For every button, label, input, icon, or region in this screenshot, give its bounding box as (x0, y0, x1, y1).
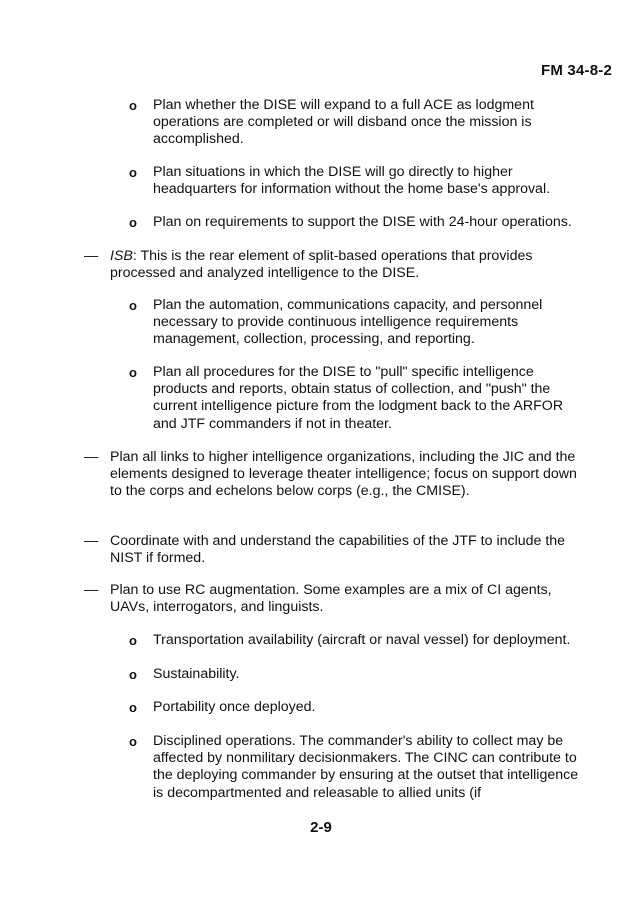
list-item-text: Plan all links to higher intelligence organizations, including the JIC and the elements designed to leverage theater intelligence; focus on support down to the corps and echelons below corps (e.g., the CMISE). (110, 449, 577, 500)
list-item (84, 248, 590, 282)
bullet-circle-icon: o (129, 667, 137, 682)
list-item (129, 364, 590, 433)
list-item-text: Transportation availability (aircraft or naval vessel) for deployment. (153, 632, 571, 648)
list-item-text: Plan situations in which the DISE will go directly to higher headquarters for information without the home base's approval. (153, 164, 551, 198)
list-item (129, 666, 590, 683)
list-item-text: Plan all procedures for the DISE to "pull" specific intelligence products and reports, obtain status of collection, and "push" the current intelligence picture from the lodgment back to the ARFOR and JTF commanders if not in theater. (153, 364, 564, 432)
bullet-circle-icon: o (129, 734, 137, 749)
page-number: 2-9 (310, 819, 332, 836)
dash-bullet-icon: — (84, 449, 99, 465)
list-item-text: Plan on requirements to support the DISE with 24-hour operations. (153, 214, 572, 230)
list-item (129, 733, 590, 802)
list-item (129, 632, 590, 649)
dash-bullet-icon: — (84, 582, 99, 598)
term-description: : This is the rear element of split-based operations that provides processed and analyzed intelligence to the DISE. (110, 248, 533, 282)
bullet-circle-icon: o (129, 700, 137, 715)
list-item (84, 582, 590, 616)
list-item (129, 97, 590, 149)
list-item-text (110, 248, 590, 282)
list-item-text: Portability once deployed. (153, 699, 316, 715)
document-id: FM 34-8-2 (541, 62, 612, 79)
term-label: ISB (110, 248, 133, 264)
list-item-text: Plan the automation, communications capacity, and personnel necessary to provide continuous intelligence requirements management, collection, processing, and reporting. (153, 297, 543, 348)
bullet-circle-icon: o (129, 98, 137, 113)
bullet-circle-icon: o (129, 365, 137, 380)
list-item (84, 533, 590, 567)
list-item-text: Disciplined operations. The commander's ability to collect may be affected by nonmilitary decisionmakers. The CINC can contribute to the deploying commander by ensuring at the outset that intelligence is decompartmented and releasable to allied units (if (153, 733, 579, 801)
list-item-text: Plan whether the DISE will expand to a full ACE as lodgment operations are completed or will disband once the mission is accomplished. (153, 97, 534, 148)
dash-bullet-icon: — (84, 533, 99, 549)
dash-bullet-icon: — (84, 248, 99, 264)
list-item (129, 297, 590, 349)
bullet-circle-icon: o (129, 298, 137, 313)
list-item-text: Coordinate with and understand the capabilities of the JTF to include the NIST if formed. (110, 533, 566, 567)
list-item (84, 449, 590, 501)
bullet-circle-icon: o (129, 633, 137, 648)
list-item (129, 214, 590, 231)
bullet-circle-icon: o (129, 215, 137, 230)
list-item-text: Plan to use RC augmentation. Some examples are a mix of CI agents, UAVs, interrogators, and linguists. (110, 582, 552, 616)
bullet-circle-icon: o (129, 165, 137, 180)
list-item (129, 164, 590, 198)
list-item-text: Sustainability. (153, 666, 240, 682)
list-item (129, 699, 590, 716)
